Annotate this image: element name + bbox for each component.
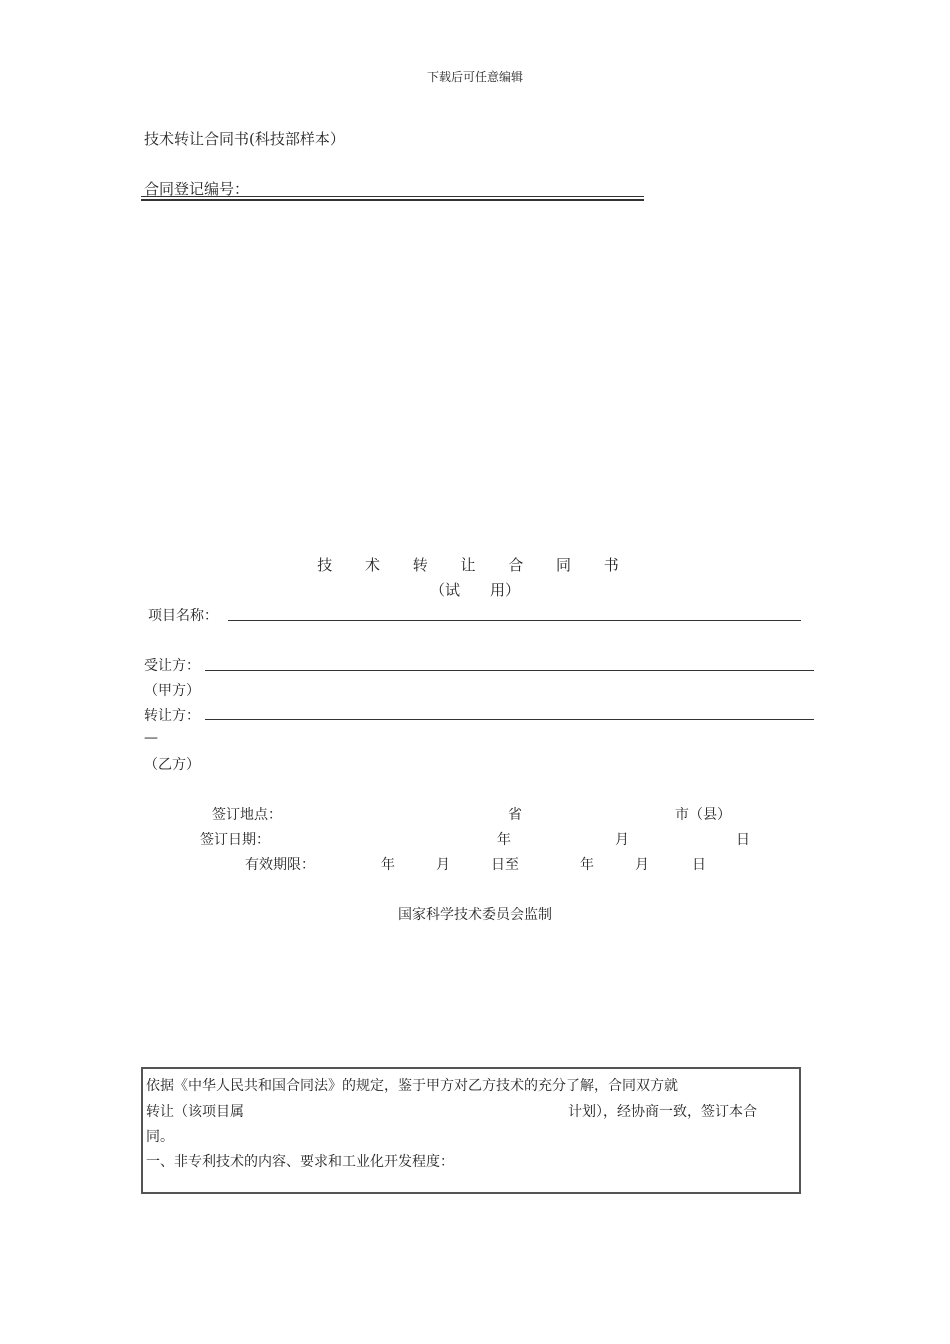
- main-subtitle: （试 用）: [429, 581, 520, 599]
- registration-label: 合同登记编号：: [144, 180, 250, 198]
- transferor-label: 转让方：: [144, 708, 200, 724]
- transferee-label: 受让方：: [144, 658, 200, 674]
- clause-line-1: 依据《中华人民共和国合同法》的规定，鉴于甲方对乙方技术的充分了解，合同双方就: [146, 1078, 678, 1094]
- signing-city: 市（县）: [675, 807, 731, 823]
- signing-month: 月: [615, 832, 629, 848]
- main-title: 技 术 转 让 合 同 书: [317, 556, 633, 574]
- validity-month-2: 月: [635, 857, 649, 873]
- clause-line-4: 一、非专利技术的内容、要求和工业化开发程度：: [146, 1154, 454, 1170]
- clause-line-2b: 计划），经协商一致，签订本合: [568, 1104, 757, 1120]
- validity-month: 月: [436, 857, 450, 873]
- clause-line-3: 同。: [146, 1129, 174, 1145]
- party-b-label: （乙方）: [144, 757, 200, 773]
- document-title: 技术转让合同书(科技部样本）: [144, 130, 345, 148]
- validity-year-2: 年: [580, 857, 594, 873]
- transferor-field[interactable]: [205, 719, 814, 720]
- validity-year: 年: [381, 857, 395, 873]
- validity-day-to: 日至: [491, 857, 519, 873]
- validity-day-2: 日: [692, 857, 706, 873]
- clause-line-2a: 转让（该项目属: [146, 1104, 244, 1120]
- signing-date-label: 签订日期：: [200, 832, 270, 848]
- header-note: 下载后可任意编辑: [426, 70, 523, 84]
- clause-box: [141, 1067, 801, 1194]
- transferor-dash: —: [144, 730, 158, 746]
- signing-place-label: 签订地点：: [212, 807, 282, 823]
- validity-label: 有效期限：: [245, 857, 315, 873]
- project-name-field[interactable]: [228, 620, 801, 621]
- project-name-label: 项目名称：: [148, 608, 218, 624]
- signing-year: 年: [497, 832, 511, 848]
- supervisor-text: 国家科学技术委员会监制: [398, 907, 552, 923]
- registration-underline-double: [141, 199, 644, 201]
- registration-underline: [141, 196, 644, 197]
- signing-day: 日: [736, 832, 750, 848]
- transferee-field[interactable]: [205, 670, 814, 671]
- signing-province: 省: [508, 807, 522, 823]
- party-a-label: （甲方）: [144, 683, 200, 699]
